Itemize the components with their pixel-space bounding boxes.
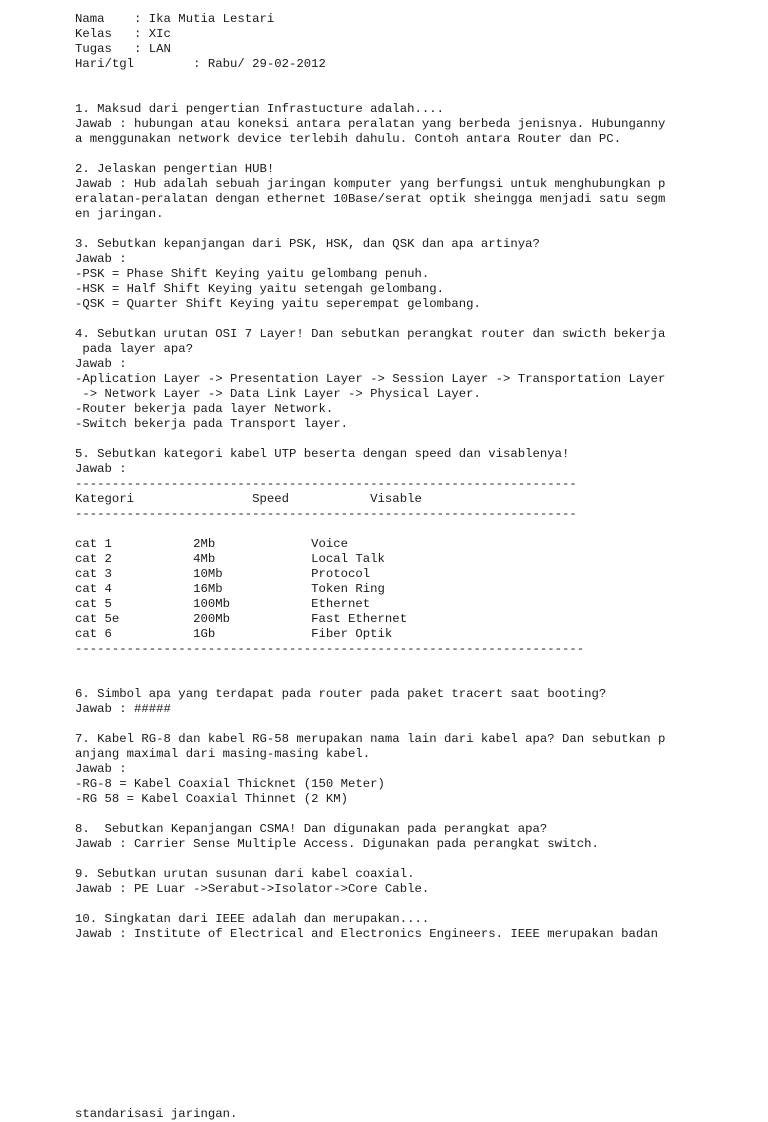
question-text: 2. Jelaskan pengertian HUB! [75, 162, 275, 176]
question-2 [75, 162, 765, 222]
question-5 [75, 447, 765, 657]
table-header-row: Kategori Speed Visable [75, 492, 422, 506]
answer-continuation: standarisasi jaringan. [75, 1107, 238, 1121]
document-page [75, 12, 765, 1122]
question-text: 10. Singkatan dari IEEE adalah dan merupakan.... [75, 912, 430, 926]
question-text: 9. Sebutkan urutan susunan dari kabel coaxial. [75, 867, 415, 881]
answer-line: Jawab : hubungan atau koneksi antara peralatan yang berbeda jenisnya. Hubunganny [75, 117, 666, 131]
question-text: anjang maximal dari masing-masing kabel. [75, 747, 371, 761]
answer-line: -PSK = Phase Shift Keying yaitu gelombang penuh. [75, 267, 430, 281]
answer-line: Jawab : PE Luar ->Serabut->Isolator->Core Cable. [75, 882, 430, 896]
header-tugas: Tugas : LAN [75, 42, 171, 56]
question-text: 1. Maksud dari pengertian Infrastucture adalah.... [75, 102, 444, 116]
answer-line: Jawab : Carrier Sense Multiple Access. Digunakan pada perangkat switch. [75, 837, 599, 851]
answer-line: Jawab : [75, 762, 127, 776]
answer-line: -Switch bekerja pada Transport layer. [75, 417, 349, 431]
table-row: cat 3 10Mb Protocol [75, 567, 371, 581]
question-1 [75, 102, 765, 147]
answer-line: a menggunakan network device terlebih dahulu. Contoh antara Router dan PC. [75, 132, 622, 146]
header-block [75, 12, 765, 72]
answer-line: eralatan-peralatan dengan ethernet 10Base/serat optik sheingga menjadi satu segm [75, 192, 666, 206]
table-row: cat 5 100Mb Ethernet [75, 597, 371, 611]
table-row: cat 2 4Mb Local Talk [75, 552, 385, 566]
table-row: cat 5e 200Mb Fast Ethernet [75, 612, 408, 626]
question-4 [75, 327, 765, 432]
table-row: cat 4 16Mb Token Ring [75, 582, 385, 596]
answer-line: Jawab : Institute of Electrical and Electronics Engineers. IEEE merupakan badan [75, 927, 658, 941]
question-text: 7. Kabel RG-8 dan kabel RG-58 merupakan nama lain dari kabel apa? Dan sebutkan p [75, 732, 666, 746]
header-nama: Nama : Ika Mutia Lestari [75, 12, 275, 26]
table-rule-mid: -------------------------------------------------------------------- [75, 507, 577, 521]
answer-line: en jaringan. [75, 207, 164, 221]
question-text: 4. Sebutkan urutan OSI 7 Layer! Dan sebutkan perangkat router dan swicth bekerja [75, 327, 666, 341]
answer-line: -> Network Layer -> Data Link Layer -> Physical Layer. [75, 387, 481, 401]
question-text: 3. Sebutkan kepanjangan dari PSK, HSK, dan QSK dan apa artinya? [75, 237, 540, 251]
question-8 [75, 822, 765, 852]
answer-line: -HSK = Half Shift Keying yaitu setengah gelombang. [75, 282, 444, 296]
question-text: pada layer apa? [75, 342, 194, 356]
question-10 [75, 912, 765, 1122]
question-text: 8. Sebutkan Kepanjangan CSMA! Dan digunakan pada perangkat apa? [75, 822, 548, 836]
answer-line: Jawab : [75, 357, 127, 371]
question-9 [75, 867, 765, 897]
question-text: 6. Simbol apa yang terdapat pada router pada paket tracert saat booting? [75, 687, 607, 701]
answer-line: -RG 58 = Kabel Coaxial Thinnet (2 KM) [75, 792, 349, 806]
answer-line: Jawab : [75, 462, 127, 476]
header-kelas: Kelas : XIc [75, 27, 171, 41]
question-6 [75, 687, 765, 717]
table-rule-top: -------------------------------------------------------------------- [75, 477, 577, 491]
question-3 [75, 237, 765, 312]
answer-line: Jawab : ##### [75, 702, 171, 716]
header-hari-tgl: Hari/tgl : Rabu/ 29-02-2012 [75, 57, 326, 71]
answer-line: Jawab : [75, 252, 127, 266]
answer-line: Jawab : Hub adalah sebuah jaringan komputer yang berfungsi untuk menghubungkan p [75, 177, 666, 191]
table-row: cat 6 1Gb Fiber Optik [75, 627, 393, 641]
question-7 [75, 732, 765, 807]
question-text: 5. Sebutkan kategori kabel UTP beserta dengan speed dan visablenya! [75, 447, 570, 461]
answer-line: -QSK = Quarter Shift Keying yaitu seperempat gelombang. [75, 297, 481, 311]
table-rule-bottom: --------------------------------------------------------------------- [75, 642, 585, 656]
table-row: cat 1 2Mb Voice [75, 537, 349, 551]
answer-line: -RG-8 = Kabel Coaxial Thicknet (150 Meter) [75, 777, 385, 791]
answer-line: -Router bekerja pada layer Network. [75, 402, 334, 416]
answer-line: -Aplication Layer -> Presentation Layer -> Session Layer -> Transportation Layer [75, 372, 666, 386]
